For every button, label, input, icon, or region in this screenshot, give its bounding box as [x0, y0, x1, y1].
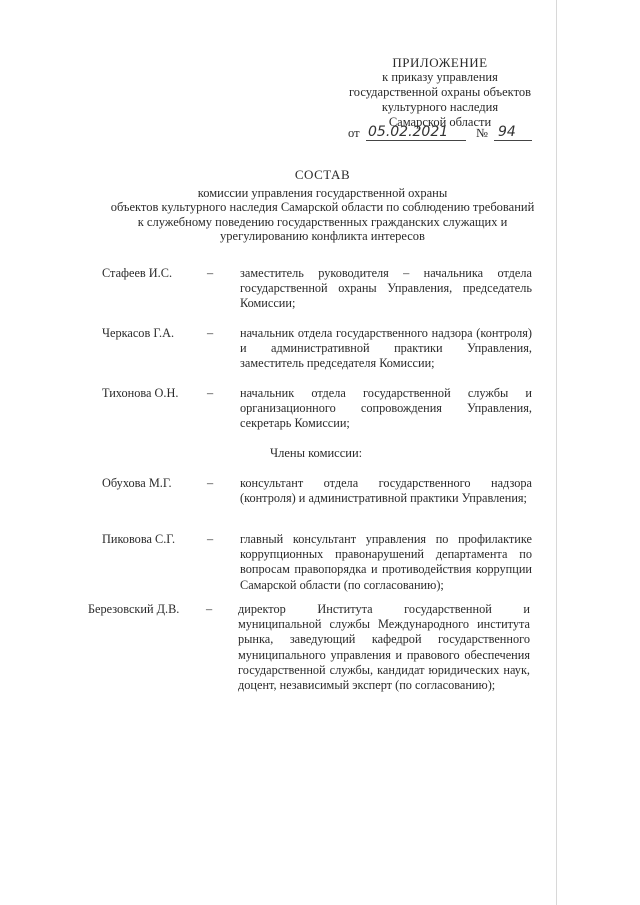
- appendix-line: Самарской области: [388, 115, 492, 129]
- member-dash: –: [207, 532, 214, 546]
- member-description: начальник отдела государственного надзора (контроля) и административной практики Управления, заместитель председателя Комиссии;: [240, 326, 532, 371]
- member-dash: –: [207, 386, 214, 400]
- appendix-line: к приказу управления: [382, 70, 498, 84]
- document-title: [100, 168, 545, 244]
- number-underline: [494, 140, 532, 141]
- members-section-title: Члены комиссии:: [270, 446, 363, 460]
- title-line: объектов культурного наследия Самарской области по соблюдению требований: [110, 200, 535, 214]
- member-dash: –: [207, 326, 214, 340]
- member-name: Березовский Д.В.: [88, 602, 180, 616]
- handwritten-date: 05.02.2021: [368, 124, 449, 140]
- appendix-line: культурного наследия: [381, 100, 499, 114]
- member-dash: –: [207, 266, 214, 280]
- number-sign: №: [476, 126, 488, 140]
- member-name: Пиковова С.Г.: [102, 532, 176, 546]
- member-name: Стафеев И.С.: [102, 266, 173, 280]
- title-line: к служебному поведению государственных гражданских служащих и: [137, 214, 508, 229]
- member-description: директор Института государственной и муниципальной службы Международного института рынка, заведующий кафедрой государственного муниципального управления и правового обеспечения государственной службы, кандидат юридических наук, доцент, независимый эксперт (по согласованию);: [238, 602, 530, 693]
- member-description: начальник отдела государственной службы и организационного сопровождения Управления, секретарь Комиссии;: [240, 386, 532, 431]
- member-description: главный консультант управления по профилактике коррупционных правонарушений департамента по вопросам правопорядка и противодействия коррупции Самарской области (по согласованию);: [240, 532, 532, 592]
- scan-edge-line: [556, 0, 557, 905]
- date-prefix: от: [348, 126, 360, 140]
- date-underline: [366, 140, 466, 141]
- appendix-heading: ПРИЛОЖЕНИЕ: [392, 55, 488, 70]
- title-line: урегулированию конфликта интересов: [220, 229, 425, 243]
- member-description: заместитель руководителя – начальника отдела государственной охраны Управления, председатель Комиссии;: [240, 266, 532, 311]
- member-name: Обухова М.Г.: [102, 476, 172, 490]
- handwritten-number: 94: [498, 124, 516, 140]
- member-name: Тихонова О.Н.: [102, 386, 179, 400]
- member-dash: –: [207, 476, 214, 490]
- title-heading: СОСТАВ: [294, 167, 351, 182]
- member-dash: –: [206, 602, 213, 616]
- member-name: Черкасов Г.А.: [102, 326, 175, 340]
- appendix-block: [330, 55, 550, 130]
- title-line: комиссии управления государственной охраны: [197, 185, 448, 200]
- appendix-line: государственной охраны объектов: [348, 85, 532, 99]
- order-date-number: [348, 124, 538, 144]
- member-description: консультант отдела государственного надзора (контроля) и административной практики Управления;: [240, 476, 532, 506]
